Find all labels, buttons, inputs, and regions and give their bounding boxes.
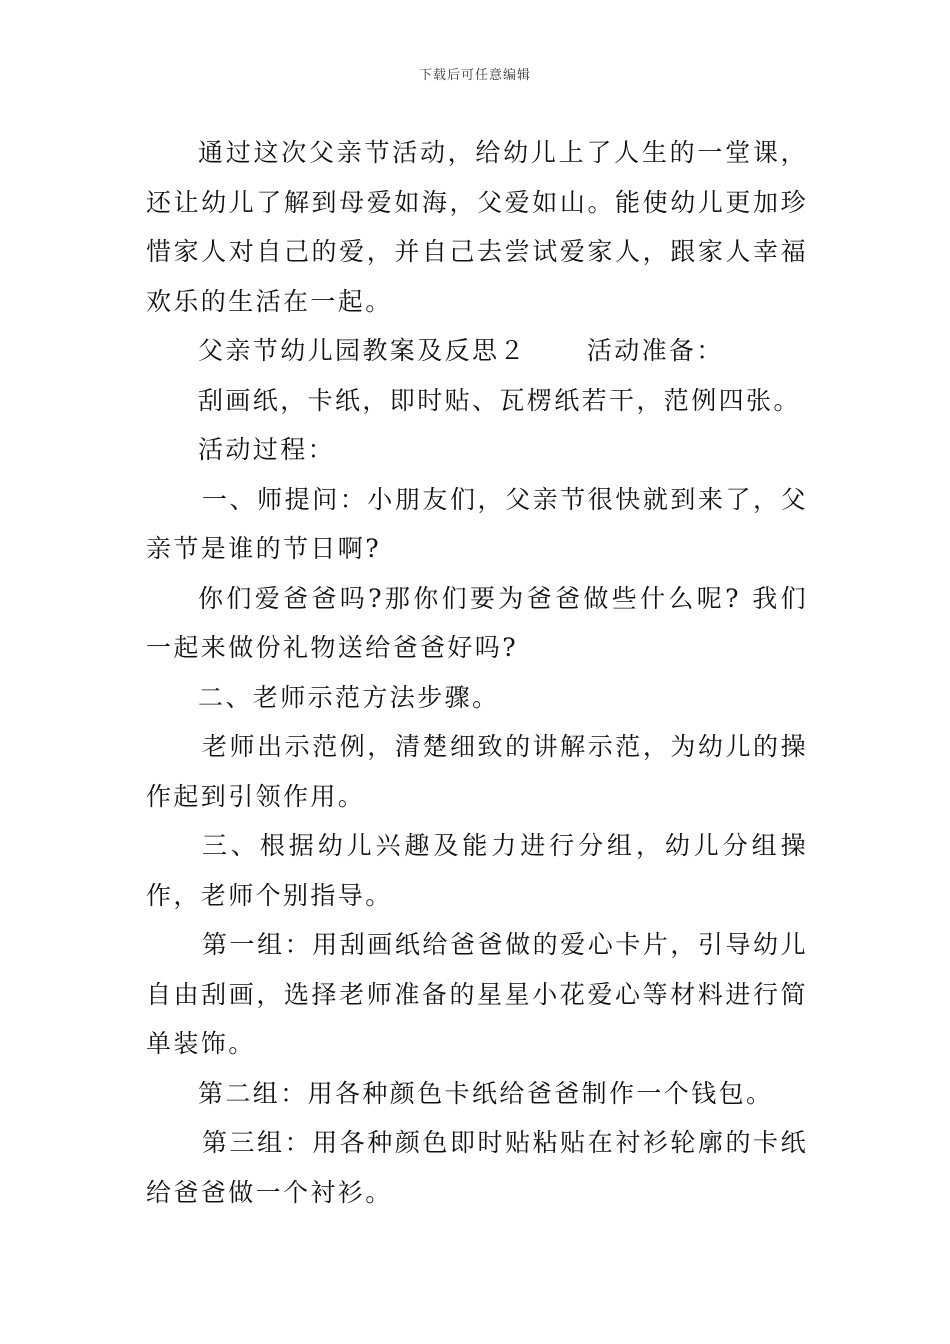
paragraph-materials: 刮画纸，卡纸，即时贴、瓦楞纸若干，范例四张。 [198, 385, 801, 415]
paragraph-step-two: 二、老师示范方法步骤。 [198, 682, 500, 712]
paragraph-question: 你们爱爸爸吗?那你们要为爸爸做些什么呢? 我们一起来做份礼物送给爸爸好吗? [146, 583, 808, 662]
paragraph-step-three: 三、根据幼儿兴趣及能力进行分组，幼儿分组操作，老师个别指导。 [146, 831, 808, 910]
paragraph-demo: 老师出示范例，清楚细致的讲解示范，为幼儿的操作起到引领作用。 [146, 732, 808, 811]
paragraph-group-two: 第二组：用各种颜色卡纸给爸爸制作一个钱包。 [198, 1078, 774, 1108]
paragraph-process-heading: 活动过程： [198, 435, 336, 464]
paragraph-group-three: 第三组：用各种颜色即时贴粘贴在衬衫轮廓的卡纸给爸爸做一个衬衫。 [146, 1128, 808, 1207]
paragraph-group-one: 第一组：用刮画纸给爸爸做的爱心卡片，引导幼儿自由刮画，选择老师准备的星星小花爱心等材料进行简单装饰。 [146, 930, 808, 1058]
section-heading [146, 326, 808, 376]
document-body [146, 128, 808, 1217]
page-header: 下载后可任意编辑 [418, 68, 531, 83]
paragraph-summary: 通过这次父亲节活动，给幼儿上了人生的一堂课，还让幼儿了解到母爱如海，父爱如山。能使幼儿更加珍惜家人对自己的爱，并自己去尝试爱家人，跟家人幸福欢乐的生活在一起。 [146, 138, 808, 316]
section-subtitle: 活动准备： [586, 336, 724, 365]
paragraph-step-one: 一、师提问：小朋友们，父亲节很快就到来了，父亲节是谁的节日啊? [146, 484, 808, 563]
section-title: 父亲节幼儿园教案及反思２ [198, 336, 527, 365]
